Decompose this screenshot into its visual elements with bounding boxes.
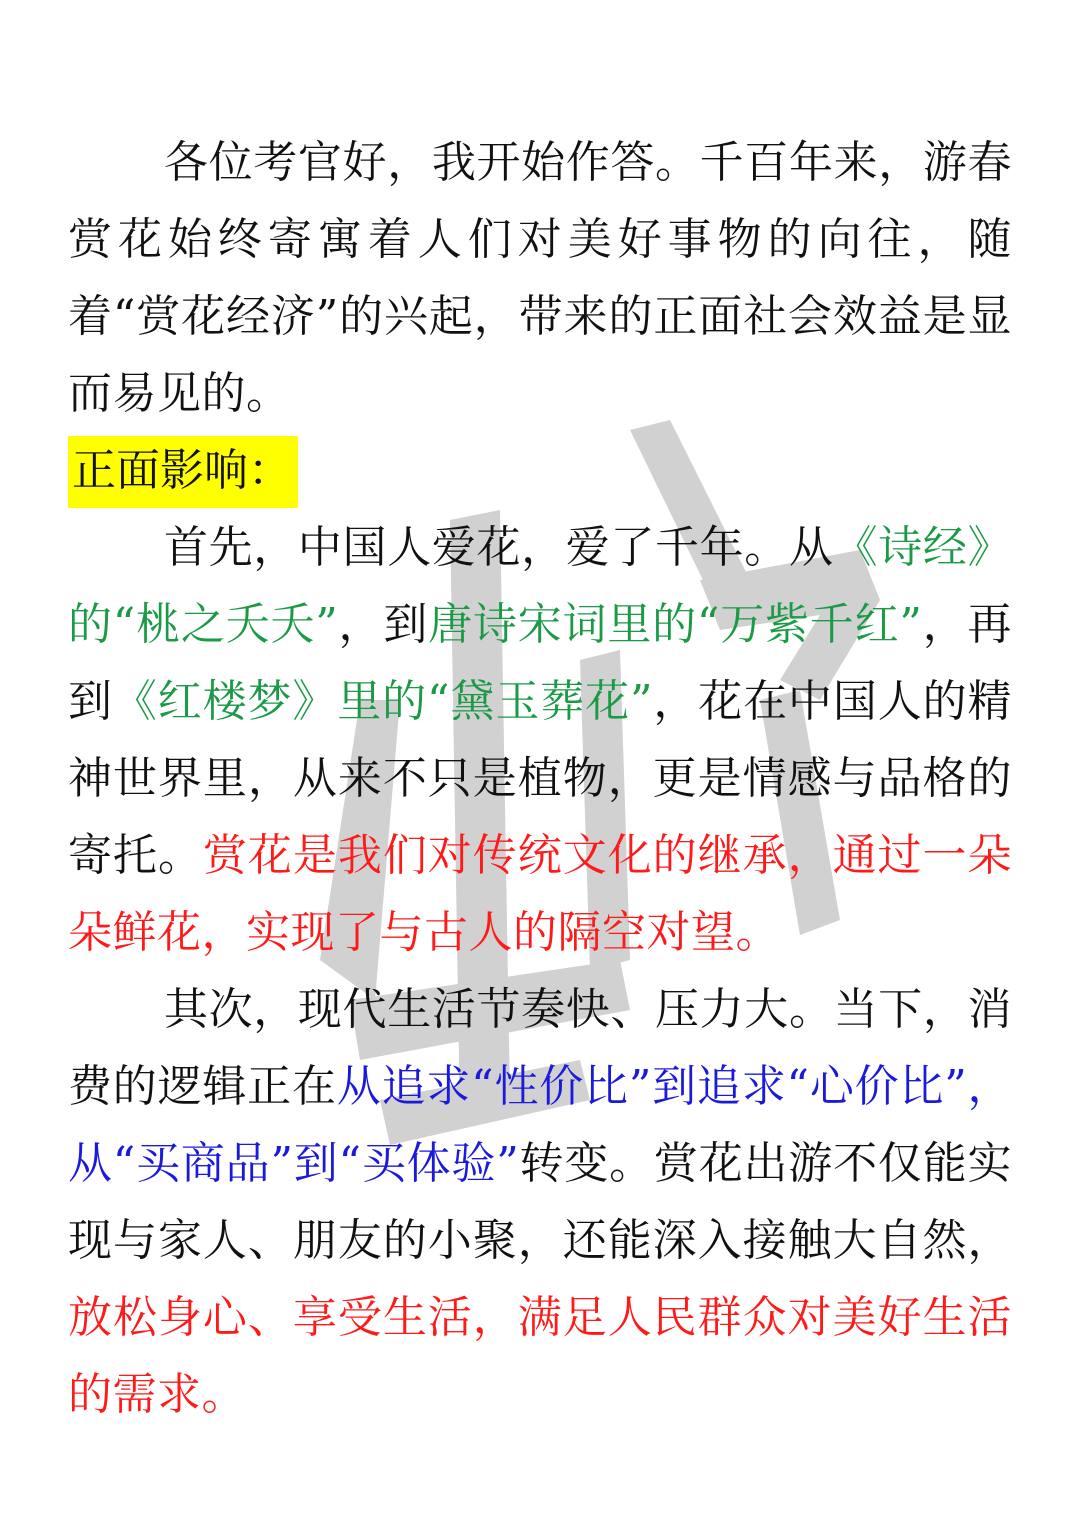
red-emphasis: 赏花是我们对传统文化的继承，通过一朵朵鲜花，实现了与古人的隔空对望。 xyxy=(68,830,1013,958)
document-body xyxy=(68,124,1012,1433)
red-emphasis: 放松身心、享受生活，满足人民群众对美好生活的需求。 xyxy=(68,1292,1012,1420)
section-heading xyxy=(68,432,1012,509)
green-quote-hongloumeng: 《红楼梦》里的“黛玉葬花” xyxy=(112,676,653,727)
text-span: ，再到 xyxy=(68,599,1012,727)
intro-paragraph: 各位考官好，我开始作答。千百年来，游春赏花始终寄寓着人们对美好事物的向往，随着“赏花经济”的兴起，带来的正面社会效益是显而易见的。 xyxy=(68,137,1012,419)
blue-emphasis: 从追求“性价比”到追求“心价比”，从“买商品”到“买体验” xyxy=(68,1061,1012,1189)
green-quote-tang-song: 唐诗宋词里的“万紫千红” xyxy=(428,599,923,650)
section-heading-text: 正面影响： xyxy=(68,436,298,508)
text-span: 转变。赏花出游不仅能实现与家人、朋友的小聚，还能深入接触大自然， xyxy=(68,1138,1012,1266)
text-span: ，到 xyxy=(338,599,429,650)
green-quote-shijing: 《诗经》的“桃之夭夭” xyxy=(68,522,1013,650)
paragraph-first xyxy=(68,509,1012,971)
text-span: 其次，现代生活节奏快、压力大。当下，消费的逻辑正在 xyxy=(68,984,1012,1112)
text-span: ，花在中国人的精神世界里，从来不只是植物，更是情感与品格的寄托。 xyxy=(68,676,1013,881)
paragraph-second xyxy=(68,971,1012,1433)
text-span: 首先，中国人爱花，爱了千年。从 xyxy=(164,522,834,573)
